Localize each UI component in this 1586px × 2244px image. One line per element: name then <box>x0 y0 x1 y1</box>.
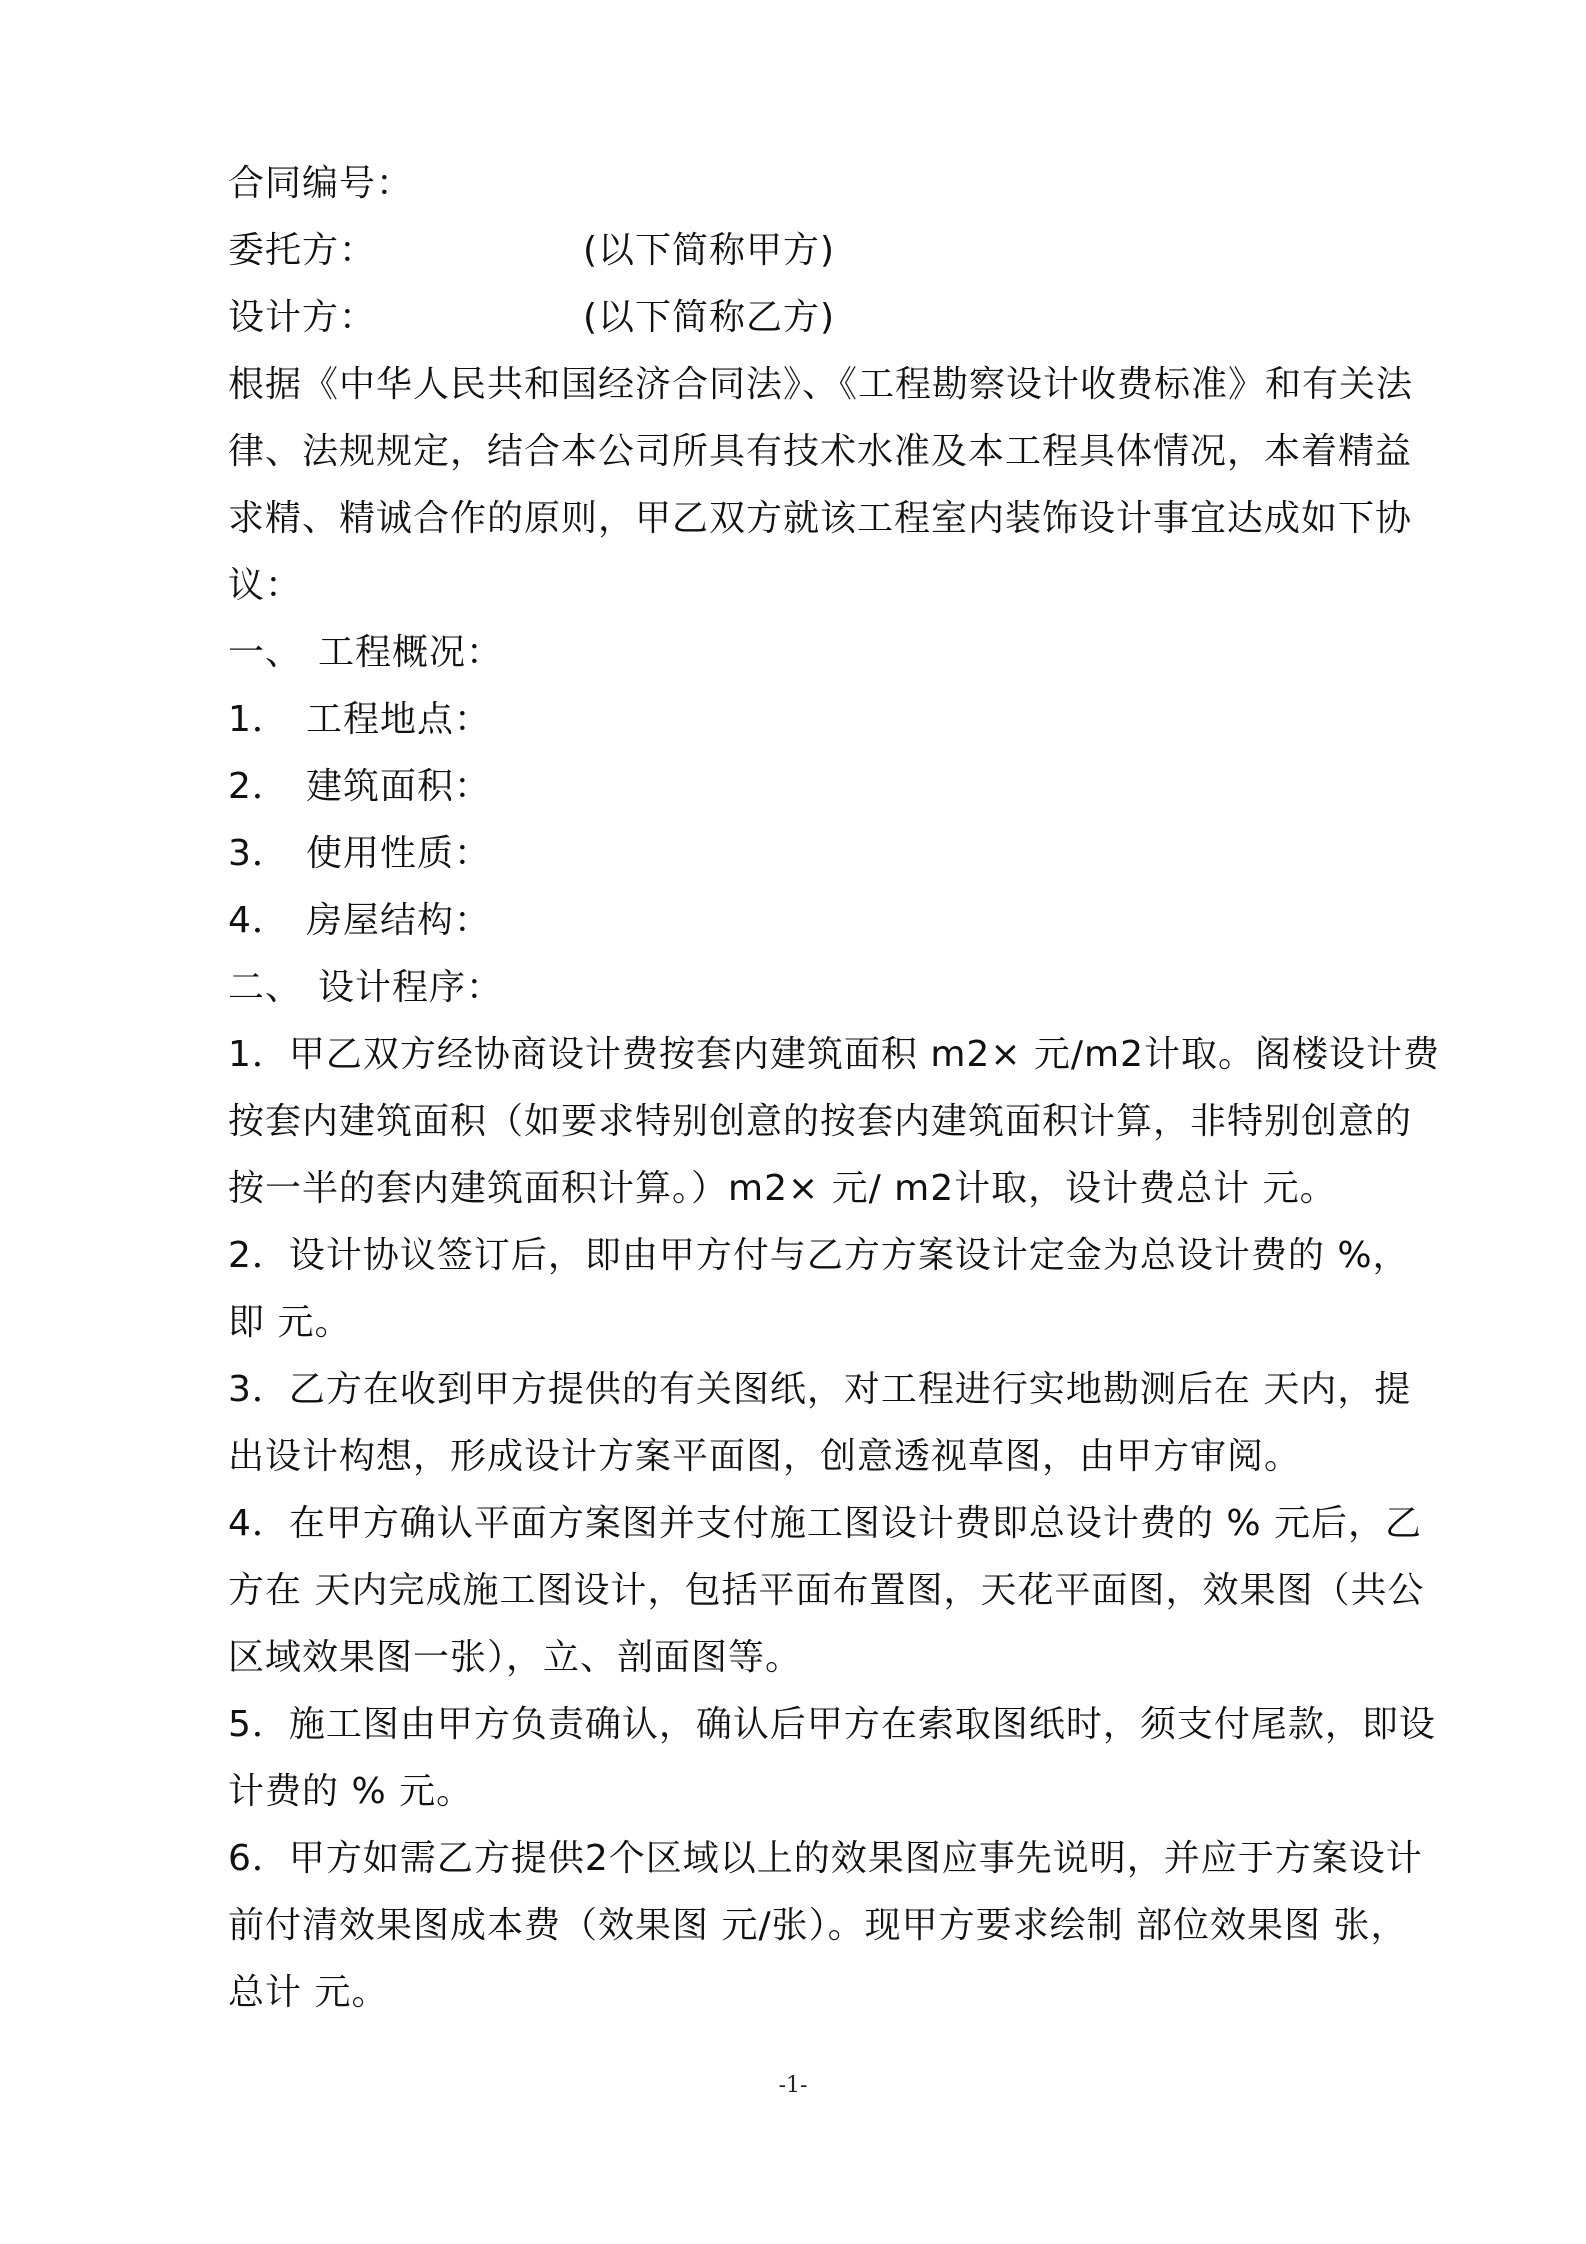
design-clause-6: 6．甲方如需乙方提供2个区域以上的效果图应事先说明，并应于方案设计前付清效果图成本费（效果图 元/张）。现甲方要求绘制 部位效果图 张，总计 元。 <box>228 1838 1423 2013</box>
section-2-number: 二、 <box>228 967 303 1008</box>
item-number: 1． <box>228 699 289 740</box>
item-label: 工程地点： <box>306 699 492 740</box>
designer-note: (以下简称乙方) <box>583 297 836 338</box>
item-number: 3． <box>228 833 289 874</box>
section-2-title: 设计程序： <box>318 967 504 1008</box>
item-label: 建筑面积： <box>306 766 492 807</box>
item-number: 2． <box>228 766 289 807</box>
project-item <box>228 887 1443 954</box>
item-label: 使用性质： <box>306 833 492 874</box>
item-label: 房屋结构： <box>306 900 492 941</box>
design-clause-1: 1．甲乙双方经协商设计费按套内建筑面积 m2× 元/m2计取。阁楼设计费按套内建筑面积（如要求特别创意的按套内建筑面积计算，非特别创意的按一半的套内建筑面积计算。）m2× 元/ m2计取，设计费总计 元。 <box>228 1034 1441 1209</box>
client-note: (以下简称甲方) <box>583 230 836 271</box>
section-1-heading <box>228 619 1443 686</box>
item-number: 4． <box>228 900 289 941</box>
design-clause-2: 2．设计协议签订后，即由甲方付与乙方方案设计定金为总设计费的 %，即 元。 <box>228 1235 1410 1343</box>
contract-number: 合同编号： <box>228 163 414 204</box>
page-number: -1- <box>778 2073 808 2098</box>
design-clause-4: 4．在甲方确认平面方案图并支付施工图设计费即总设计费的 % 元后，乙方在 天内完成施工图设计，包括平面布置图，天花平面图，效果图（共公区域效果图一张），立、剖面图等。 <box>228 1503 1425 1678</box>
section-1-number: 一、 <box>228 632 303 673</box>
section-2-heading <box>228 954 1443 1021</box>
project-item <box>228 753 1443 820</box>
section-1-title: 工程概况： <box>318 632 504 673</box>
designer-row <box>228 284 1443 351</box>
project-item <box>228 820 1443 887</box>
client-row <box>228 217 1443 284</box>
intro-paragraph: 根据《中华人民共和国经济合同法》、《工程勘察设计收费标准》和有关法律、法规规定，结合本公司所具有技术水准及本工程具体情况，本着精益求精、精诚合作的原则，甲乙双方就该工程室内装饰设计事宜达成如下协议： <box>228 364 1414 606</box>
project-item <box>228 686 1443 753</box>
design-clause-5: 5．施工图由甲方负责确认，确认后甲方在索取图纸时，须支付尾款，即设计费的 % 元。 <box>228 1704 1436 1812</box>
designer-label: 设计方： <box>228 297 377 338</box>
design-clause-3: 3．乙方在收到甲方提供的有关图纸，对工程进行实地勘测后在 天内，提出设计构想，形成设计方案平面图，创意透视草图，由甲方审阅。 <box>228 1369 1412 1477</box>
client-label: 委托方： <box>228 230 377 271</box>
contract-body <box>228 150 1443 2026</box>
